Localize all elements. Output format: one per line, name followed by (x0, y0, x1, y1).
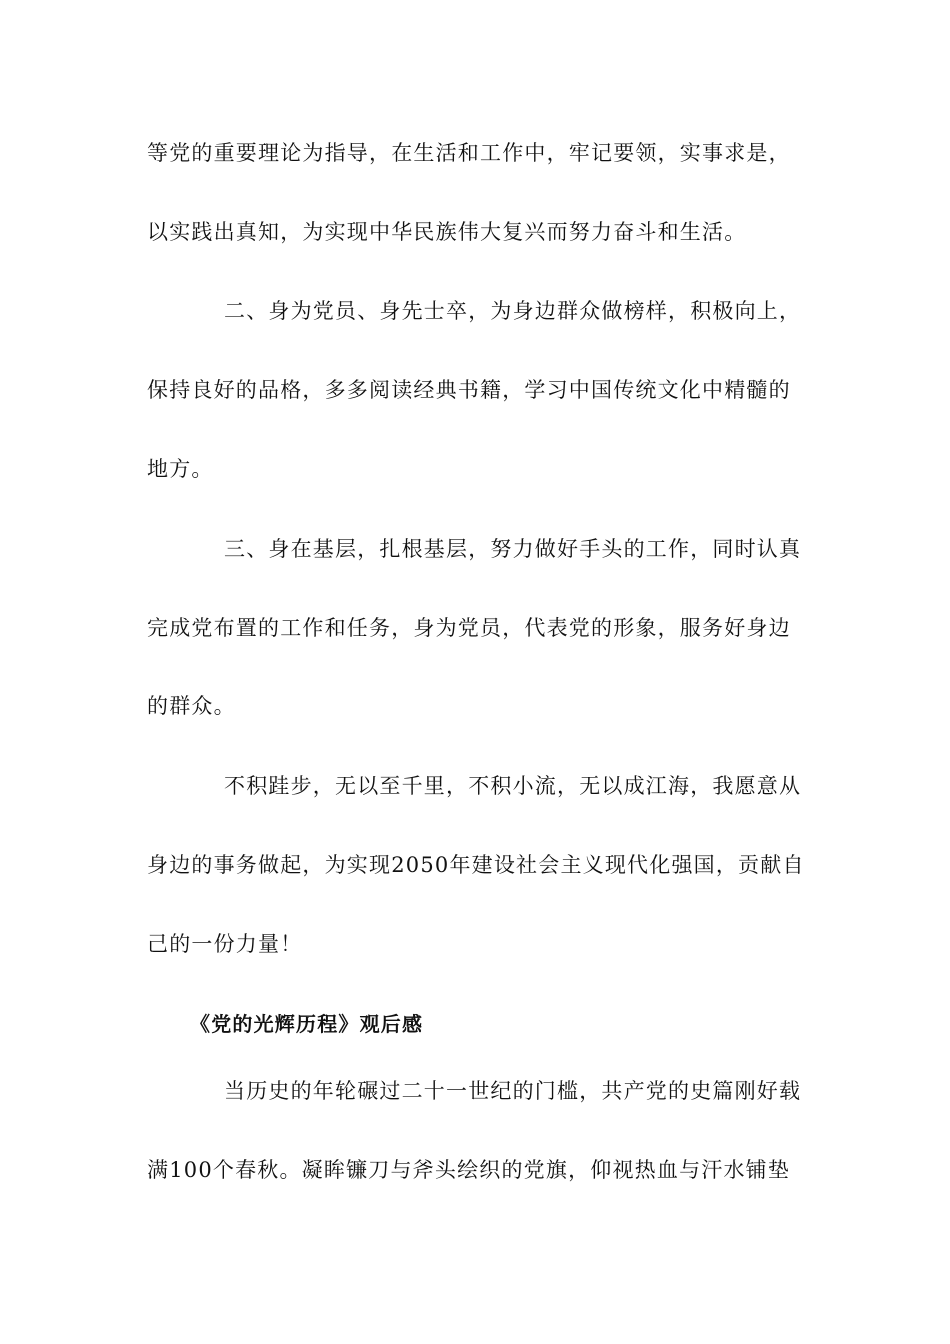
paragraph-line: 满100个春秋。凝眸镰刀与斧头绘织的党旗，仰视热血与汗水铺垫 (147, 1158, 791, 1182)
paragraph-line: 完成党布置的工作和任务，身为党员，代表党的形象，服务好身边 (147, 616, 791, 640)
paragraph-line: 己的一份力量！ (147, 932, 303, 956)
paragraph-first-line: 当历史的年轮碾过二十一世纪的门槛，共产党的史篇刚好载 (224, 1079, 802, 1103)
paragraph-line: 以实践出真知，为实现中华民族伟大复兴而努力奋斗和生活。 (147, 220, 747, 244)
paragraph-first-line: 不积跬步，无以至千里，不积小流，无以成江海，我愿意从 (224, 774, 802, 798)
section-heading: 《党的光辉历程》观后感 (190, 1012, 424, 1036)
paragraph-line: 等党的重要理论为指导，在生活和工作中，牢记要领，实事求是， (147, 141, 791, 165)
paragraph-line: 的群众。 (147, 694, 236, 718)
paragraph-line: 保持良好的品格，多多阅读经典书籍，学习中国传统文化中精髓的 (147, 378, 791, 402)
paragraph-first-line: 三、身在基层，扎根基层，努力做好手头的工作，同时认真 (224, 537, 802, 561)
paragraph-first-line: 二、身为党员、身先士卒，为身边群众做榜样，积极向上， (224, 299, 802, 323)
paragraph-line: 地方。 (147, 457, 214, 481)
paragraph-line: 身边的事务做起，为实现2050年建设社会主义现代化强国，贡献自 (147, 853, 805, 877)
